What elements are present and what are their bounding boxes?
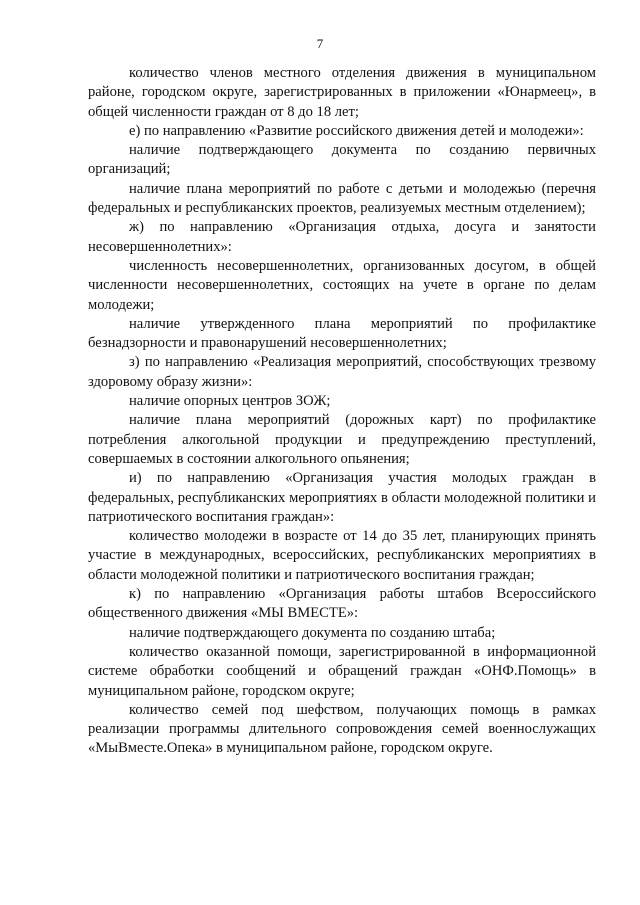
paragraph-zozh-centers: наличие опорных центров ЗОЖ;	[129, 393, 331, 410]
paragraph-youth-work-plan: наличие плана мероприятий по работе с детьми и молодежью (перечня федеральных и республиканских проектов, реализуемых местным отделением);	[88, 180, 596, 217]
paragraph-yunarmeets-count: количество членов местного отделения движения в муниципальном районе, городском округе, зарегистрированных в приложении «Юнармеец», в общей численности граждан от 8 до 18 лет;	[88, 65, 596, 120]
paragraph-youth-participation-count: количество молодежи в возрасте от 14 до 35 лет, планирующих принять участие в международных, всероссийских, республиканских мероприятиях в области молодежной политики и патриотического воспитания граждан;	[88, 528, 596, 583]
paragraph-families-support-count: количество семей под шефством, получающих помощь в рамках реализации программы длительного сопровождения семей военнослужащих «МыВместе.Опека» в муниципальном районе, городском округе.	[88, 701, 596, 757]
page-number: 7	[316, 36, 324, 51]
document-body	[88, 64, 596, 759]
paragraph-prevention-plan: наличие утвержденного плана мероприятий по профилактике безнадзорности и правонарушений несовершеннолетних;	[88, 315, 596, 352]
paragraph-headquarters-document: наличие подтверждающего документа по созданию штаба;	[129, 624, 496, 641]
paragraph-item-e-heading: е) по направлению «Развитие российского движения детей и молодежи»:	[129, 122, 584, 139]
paragraph-onf-help-count: количество оказанной помощи, зарегистрированной в информационной системе обработки сообщений и обращений граждан «ОНФ.Помощь» в муниципальном районе, городском округе;	[88, 643, 596, 699]
paragraph-item-k-heading: к) по направлению «Организация работы штабов Всероссийского общественного движения «МЫ ВМЕСТЕ»:	[88, 586, 596, 622]
paragraph-item-z-heading: з) по направлению «Реализация мероприятий, способствующих трезвому здоровому образу жизни»:	[88, 354, 596, 390]
paragraph-minors-leisure-count: численность несовершеннолетних, организованных досугом, в общей численности несовершеннолетних, состоящих на учете в органе по делам молодежи;	[88, 257, 596, 313]
paragraph-primary-organizations-document: наличие подтверждающего документа по созданию первичных организаций;	[88, 142, 596, 178]
paragraph-alcohol-prevention-plan: наличие плана мероприятий (дорожных карт) по профилактике потребления алкогольной продукции и предупреждению преступлений, совершаемых в состоянии алкогольного опьянения;	[88, 412, 596, 467]
paragraph-item-zh-heading: ж) по направлению «Организация отдыха, досуга и занятости несовершеннолетних»:	[88, 219, 596, 255]
paragraph-item-i-heading: и) по направлению «Организация участия молодых граждан в федеральных, республиканских мероприятиях в области молодежной политики и патриотического воспитания граждан»:	[88, 470, 596, 525]
